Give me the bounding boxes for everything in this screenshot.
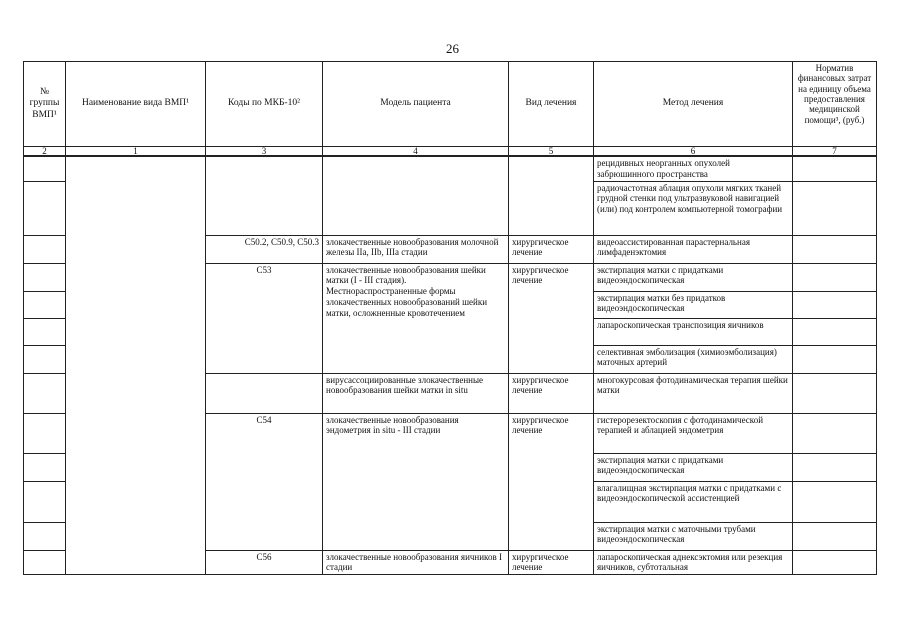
header-model: Модель пациента xyxy=(323,62,509,147)
method-cell: селективная эмболизация (химиоэмболизация) маточных артерий xyxy=(594,345,793,373)
column-number: 1 xyxy=(66,147,206,157)
table-header-row xyxy=(24,62,877,147)
codes-cell xyxy=(206,156,323,235)
method-cell: видеоассистированная парастернальная лимфаденэктомия xyxy=(594,235,793,263)
method-cell: рецидивных неорганных опухолей забрюшинного пространства xyxy=(594,156,793,181)
codes-cell: C53 xyxy=(206,263,323,373)
norm-cell xyxy=(793,235,877,263)
model-cell: злокачественные новообразования шейки матки (I - III стадия). Местнораспространенные формы злокачественных новообразований шейки матки, осложненные кровотечением xyxy=(323,263,509,373)
treatment-cell: хирургическое лечение xyxy=(509,235,594,263)
norm-cell xyxy=(793,413,877,453)
norm-cell xyxy=(793,345,877,373)
method-cell: радиочастотная аблация опухоли мягких тканей грудной стенки под ультразвуковой навигацией (или) под контролем компьютерной томографии xyxy=(594,181,793,235)
codes-cell xyxy=(206,373,323,413)
norm-cell xyxy=(793,318,877,345)
model-cell: вирусассоциированные злокачественные новообразования шейки матки in situ xyxy=(323,373,509,413)
group-cell xyxy=(24,181,66,235)
column-number-row xyxy=(24,147,877,157)
group-cell xyxy=(24,156,66,181)
group-cell xyxy=(24,481,66,522)
group-cell xyxy=(24,235,66,263)
header-treatment: Вид лечения xyxy=(509,62,594,147)
header-group: № группы ВМП¹ xyxy=(24,62,66,147)
method-cell: экстирпация матки без придатков видеоэндоскопическая xyxy=(594,291,793,318)
group-cell xyxy=(24,453,66,481)
codes-cell: C56 xyxy=(206,550,323,575)
group-cell xyxy=(24,373,66,413)
norm-cell xyxy=(793,550,877,575)
group-cell xyxy=(24,413,66,453)
norm-cell xyxy=(793,263,877,291)
column-number: 6 xyxy=(594,147,793,157)
header-method: Метод лечения xyxy=(594,62,793,147)
method-cell: лапароскопическая транспозиция яичников xyxy=(594,318,793,345)
norm-cell xyxy=(793,181,877,235)
group-cell xyxy=(24,318,66,345)
model-cell: злокачественные новообразования молочной железы IIa, IIb, IIIa стадии xyxy=(323,235,509,263)
codes-cell: C50.2, C50.9, C50.3 xyxy=(206,235,323,263)
method-cell: экстирпация матки с придатками видеоэндоскопическая xyxy=(594,453,793,481)
model-cell: злокачественные новообразования эндометрия in situ - III стадии xyxy=(323,413,509,550)
norm-cell xyxy=(793,453,877,481)
method-cell: лапароскопическая аднексэктомия или резекция яичников, субтотальная xyxy=(594,550,793,575)
header-name: Наименование вида ВМП¹ xyxy=(66,62,206,147)
name-cell xyxy=(66,156,206,575)
treatment-cell: хирургическое лечение xyxy=(509,373,594,413)
group-cell xyxy=(24,345,66,373)
table-row xyxy=(24,156,877,181)
codes-cell: C54 xyxy=(206,413,323,550)
group-cell xyxy=(24,291,66,318)
method-cell: гистерорезектоскопия с фотодинамической терапией и аблацией эндометрия xyxy=(594,413,793,453)
group-cell xyxy=(24,522,66,550)
group-cell xyxy=(24,263,66,291)
norm-cell xyxy=(793,522,877,550)
model-cell xyxy=(323,156,509,235)
model-cell: злокачественные новообразования яичников I стадии xyxy=(323,550,509,575)
method-cell: многокурсовая фотодинамическая терапия шейки матки xyxy=(594,373,793,413)
treatment-cell xyxy=(509,156,594,235)
column-number: 3 xyxy=(206,147,323,157)
treatment-cell: хирургическое лечение xyxy=(509,413,594,550)
column-number: 5 xyxy=(509,147,594,157)
vmp-table xyxy=(23,61,877,575)
column-number: 4 xyxy=(323,147,509,157)
header-norm: Норматив финансовых затрат на единицу объема предоставления медицинской помощи³, (руб.) xyxy=(793,62,877,147)
method-cell: экстирпация матки с придатками видеоэндоскопическая xyxy=(594,263,793,291)
norm-cell xyxy=(793,156,877,181)
page-number: 26 xyxy=(446,41,459,56)
treatment-cell: хирургическое лечение xyxy=(509,550,594,575)
norm-cell xyxy=(793,373,877,413)
method-cell: экстирпация матки с маточными трубами видеоэндоскопическая xyxy=(594,522,793,550)
group-cell xyxy=(24,550,66,575)
method-cell: влагалищная экстирпация матки с придатками с видеоэндоскопической ассистенцией xyxy=(594,481,793,522)
treatment-cell: хирургическое лечение xyxy=(509,263,594,373)
norm-cell xyxy=(793,481,877,522)
column-number: 7 xyxy=(793,147,877,157)
column-number: 2 xyxy=(24,147,66,157)
norm-cell xyxy=(793,291,877,318)
header-codes: Коды по МКБ-10² xyxy=(206,62,323,147)
